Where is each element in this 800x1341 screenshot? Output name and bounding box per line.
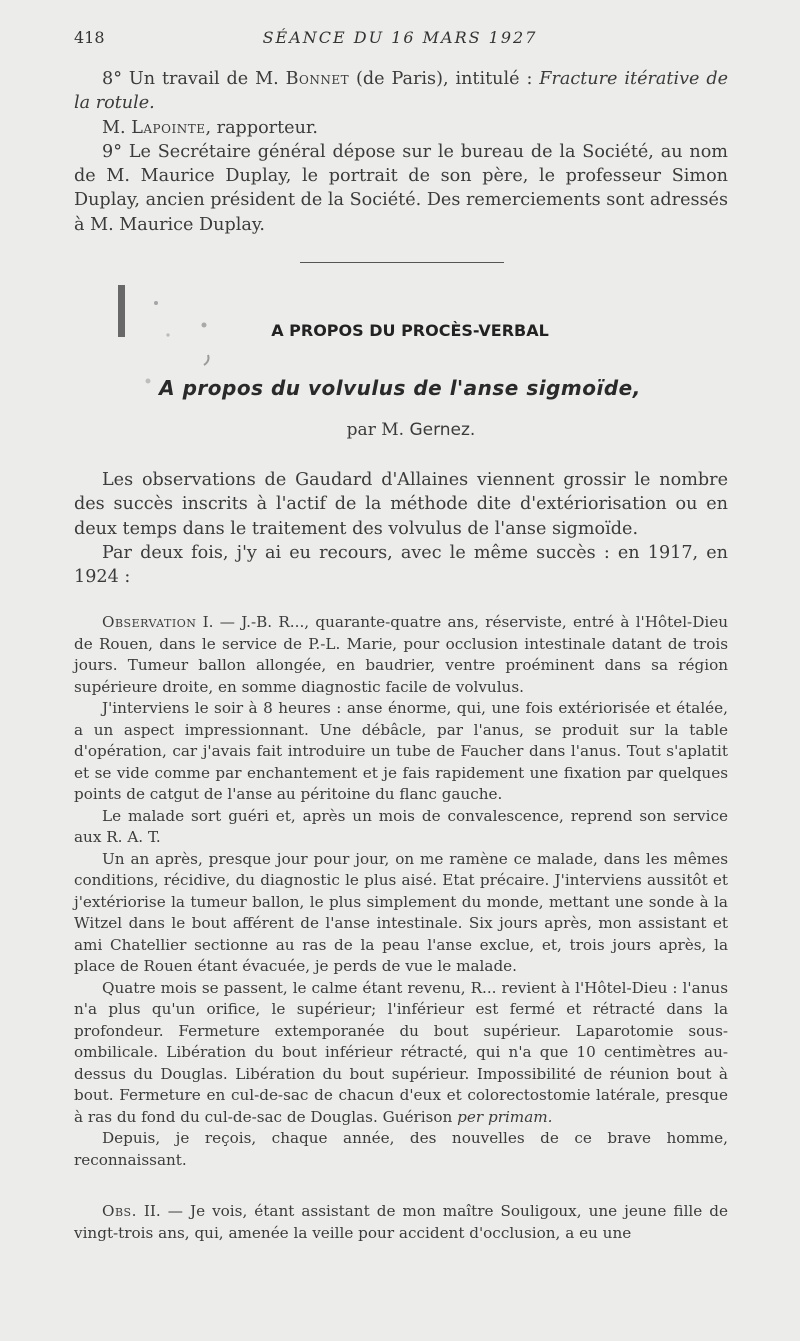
running-header bbox=[74, 28, 726, 50]
observation-paragraph: Depuis, je reçois, chaque année, des nouvelles de ce brave homme, reconnaissant. bbox=[74, 1129, 728, 1169]
intro-item-8: 8° Un travail de M. Bonnet (de Paris), intitulé : Fracture itérative de la rotule. bbox=[74, 69, 729, 114]
section-heading: A PROPOS DU PROCÈS-VERBAL bbox=[271, 321, 549, 340]
work-title: Fracture itérative de la rotule. bbox=[74, 69, 729, 114]
article-intro bbox=[74, 468, 728, 589]
body-paragraph: Par deux fois, j'y ai eu recours, avec le même succès : en 1917, en 1924 : bbox=[74, 542, 728, 588]
observation-paragraph: Le malade sort guéri et, après un mois de convalescence, reprend son service aux R. A. T. bbox=[74, 806, 728, 846]
intro-block bbox=[74, 67, 728, 237]
rapporteur-line: M. Lapointe, rapporteur. bbox=[102, 117, 318, 138]
library-stamp-mark bbox=[108, 245, 238, 385]
observation-label: Observation bbox=[102, 613, 197, 631]
observation-paragraph: Observation I. — J.-B. R..., quarante-quatre ans, réserviste, entré à l'Hôtel-Dieu de Rouen, dans le service de P.-L. Marie, pour occlusion intestinale datant de trois jours. Tumeur ballon allongée, en baudrier, ventre proéminent dans sa région supérieure droite, en somme diagnostic facile de volvulus. bbox=[74, 613, 728, 696]
observation-1 bbox=[74, 612, 728, 1171]
observation-2 bbox=[74, 1201, 728, 1244]
page-number: 418 bbox=[74, 28, 105, 47]
observation-paragraph: Un an après, presque jour pour jour, on me ramène ce malade, dans les mêmes conditions, récidive, du diagnostic le plus aisé. Etat précaire. J'interviens aussitôt et j'extériorise la tumeur ballon, le plus simplement du monde, mettant une sonde à la Witzel dans le bout afférent de l'anse intestinale. Six jours après, mon assistant et ami Chatellier sectionne au ras de la peau l'anse exclue, et, trois jours après, la place de Rouen étant évacuée, je perds de vue le malade. bbox=[74, 849, 728, 975]
article-title: A propos du volvulus de l'anse sigmoïde, bbox=[159, 376, 641, 400]
article-author: par M. Gernez. bbox=[346, 420, 476, 440]
observation-paragraph: Obs. II. — Je vois, étant assistant de mon maître Souligoux, une jeune fille de vingt-trois ans, qui, amenée la veille pour accident d'occlusion, a eu une bbox=[74, 1202, 728, 1242]
author-name: Gernez. bbox=[409, 420, 476, 440]
running-title: SÉANCE DU 16 MARS 1927 bbox=[262, 28, 538, 47]
observation-paragraph: J'interviens le soir à 8 heures : anse énorme, qui, une fois extériorisée et étalée, a un aspect impressionnant. Une débâcle, par l'anus, se produit sur la table d'opération, car j'avais fait introduire un tube de Faucher dans l'anus. Tout s'aplatit et se vide comme par enchantement et je fais rapidement une fixation par quelques points de catgut de l'anse au péritoine du flanc gauche. bbox=[74, 699, 728, 803]
observation-label: Obs. bbox=[102, 1202, 137, 1220]
section-divider bbox=[300, 262, 504, 263]
observation-paragraph: Quatre mois se passent, le calme étant revenu, R... revient à l'Hôtel-Dieu : l'anus n'a plus qu'un orifice, le supérieur; l'inférieur est fermé et rétracté dans la profondeur. Fermeture extemporanée du bout supérieur. Laparotomie sous-ombilicale. Libération du bout inférieur rétracté, qui n'a que 10 centimètres au-dessus du Douglas. Libération du bout supérieur. Impossibilité de réunion bout à bout. Fermeture en cul-de-sac de chacun d'eux et colorectostomie latérale, presque à ras du fond du cul-de-sac de Douglas. Guérison per primam. bbox=[74, 978, 728, 1126]
intro-item-9: 9° Le Secrétaire général dépose sur le bureau de la Société, au nom de M. Maurice Duplay, le portrait de son père, le professeur Simon Duplay, ancien président de la Société. Des remerciements sont adressés à M. Maurice Duplay. bbox=[74, 141, 728, 235]
author-name-bonnet: Bonnet bbox=[285, 69, 350, 89]
body-paragraph: Les observations de Gaudard d'Allaines viennent grossir le nombre des succès inscrits à l'actif de la méthode dite d'extériorisation ou en deux temps dans le traitement des volvulus de l'anse sigmoïde. bbox=[74, 470, 728, 539]
